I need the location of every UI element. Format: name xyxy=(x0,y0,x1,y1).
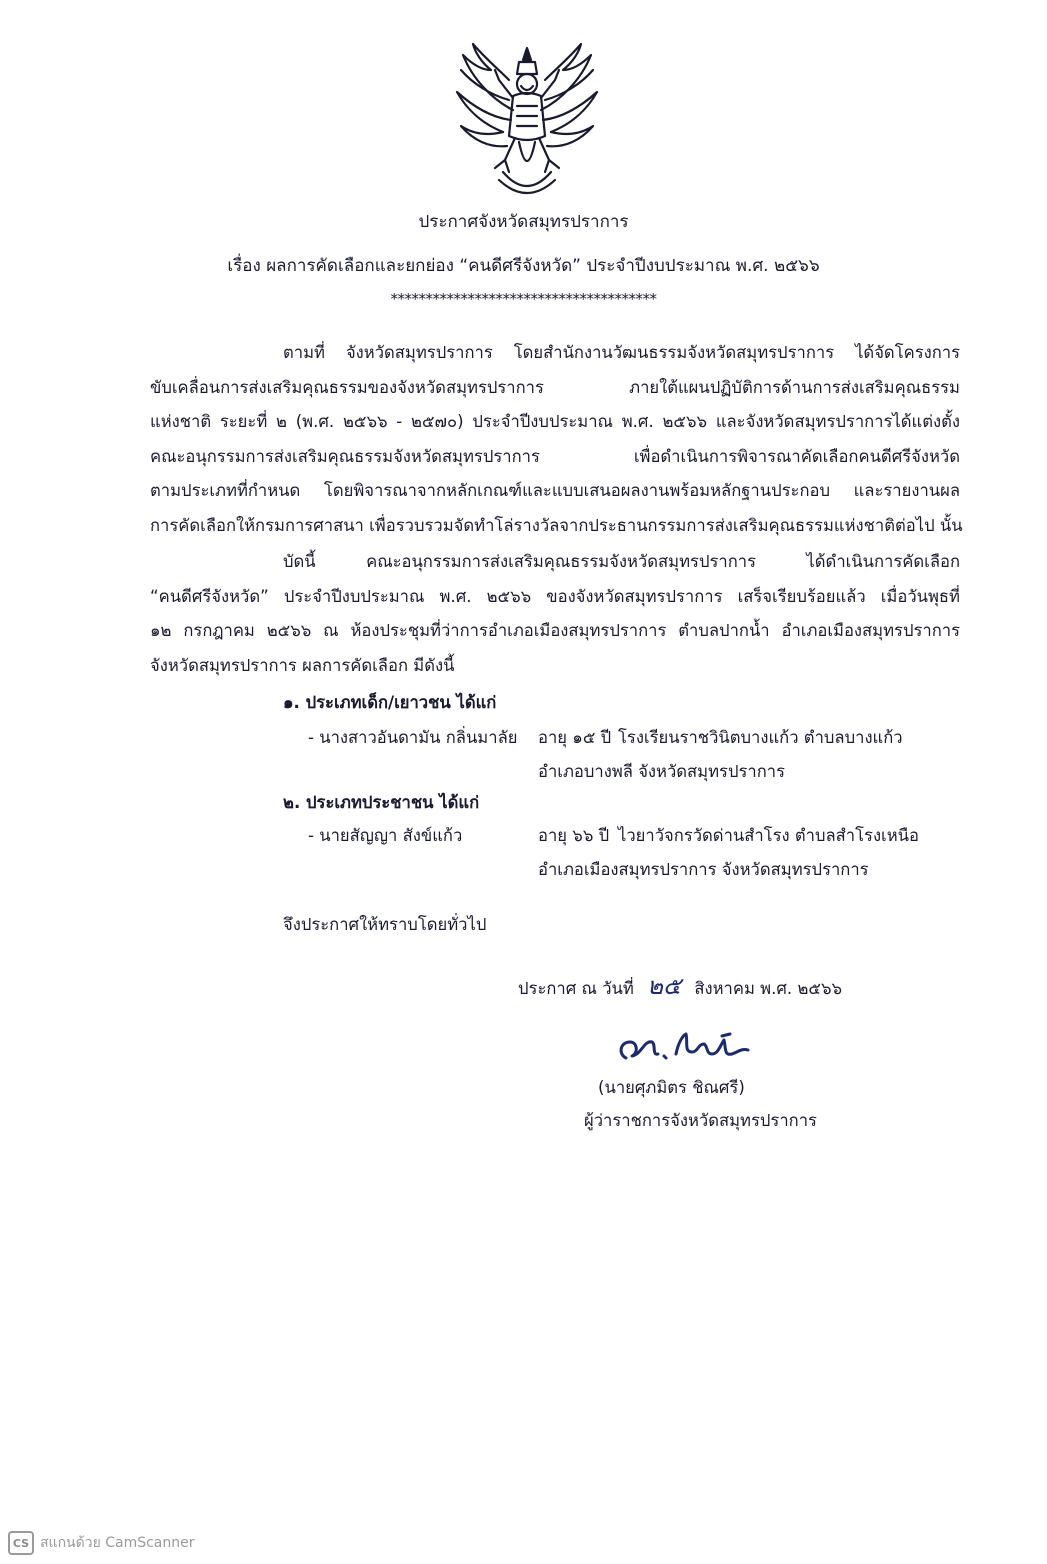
signer-title: ผู้ว่าราชการจังหวัดสมุทรปราการ xyxy=(584,1111,817,1130)
winner-address: อำเภอเมืองสมุทรปราการ จังหวัดสมุทรปราการ xyxy=(538,860,869,879)
paragraph-line: การคัดเลือกให้กรมการศาสนา เพื่อรวบรวมจัดทำโล่รางวัลจากประธานกรรมการส่งเสริมคุณธรรมแห่งชาติต่อไป นั้น xyxy=(150,515,963,535)
winner-name: - นายสัญญา สังข์แก้ว xyxy=(308,826,463,845)
paragraph-line: บัดนี้ คณะอนุกรรมการส่งเสริมคุณธรรมจังหวัดสมุทรปราการ ได้ดำเนินการคัดเลือก xyxy=(283,552,960,571)
separator-line: ************************************** xyxy=(390,290,657,308)
signer-name: (นายศุภมิตร ชิณศรี) xyxy=(598,1078,745,1097)
camscanner-watermark xyxy=(8,1530,195,1556)
announcement-date xyxy=(518,966,842,1005)
paragraph-line: ตามที่ จังหวัดสมุทรปราการ โดยสำนักงานวัฒนธรรมจังหวัดสมุทรปราการ ได้จัดโครงการ xyxy=(283,343,960,362)
winner-age: อายุ ๑๕ ปี xyxy=(538,728,612,747)
category-heading-public: ๒. ประเภทประชาชน ได้แก่ xyxy=(283,793,480,812)
winner-name: - นางสาวอันดามัน กลิ่นมาลัย xyxy=(308,728,518,747)
paragraph-line: คณะอนุกรรมการส่งเสริมคุณธรรมจังหวัดสมุทรปราการ เพื่อดำเนินการพิจารณาคัดเลือกคนดีศรีจังหวัด xyxy=(150,446,960,466)
announcement-title: ประกาศจังหวัดสมุทรปราการ xyxy=(418,212,629,232)
category-heading-youth: ๑. ประเภทเด็ก/เยาวชน ได้แก่ xyxy=(283,693,497,712)
garuda-emblem-icon xyxy=(443,40,611,208)
body-paragraph-1 xyxy=(150,336,963,543)
handwritten-signature-icon xyxy=(612,1024,762,1068)
camscanner-logo-icon: CS xyxy=(8,1531,34,1555)
winner-address: อำเภอบางพลี จังหวัดสมุทรปราการ xyxy=(538,762,786,781)
winner-affiliation: โรงเรียนราชวินิตบางแก้ว ตำบลบางแก้ว xyxy=(618,728,903,747)
announcement-subject: เรื่อง ผลการคัดเลือกและยกย่อง “คนดีศรีจังหวัด” ประจำปีงบประมาณ พ.ศ. ๒๕๖๖ xyxy=(227,256,820,276)
date-suffix: สิงหาคม พ.ศ. ๒๕๖๖ xyxy=(694,979,843,998)
winner-age: อายุ ๖๖ ปี xyxy=(538,826,610,845)
paragraph-line: ขับเคลื่อนการส่งเสริมคุณธรรมของจังหวัดสมุทรปราการ ภายใต้แผนปฏิบัติการด้านการส่งเสริมคุณธรรม xyxy=(150,377,960,397)
winner-affiliation: ไวยาวัจกรวัดด่านสำโรง ตำบลสำโรงเหนือ xyxy=(618,826,919,845)
date-prefix: ประกาศ ณ วันที่ xyxy=(518,979,634,998)
watermark-text: สแกนด้วย CamScanner xyxy=(40,1535,195,1551)
paragraph-line: ตามประเภทที่กำหนด โดยพิจารณาจากหลักเกณฑ์และแบบเสนอผลงานพร้อมหลักฐานประกอบ และรายงานผล xyxy=(150,481,960,500)
paragraph-line: ๑๒ กรกฎาคม ๒๕๖๖ ณ ห้องประชุมที่ว่าการอำเภอเมืองสมุทรปราการ ตำบลปากน้ำ อำเภอเมืองสมุทรปราการ xyxy=(150,621,960,640)
paragraph-line: จังหวัดสมุทรปราการ ผลการคัดเลือก มีดังนี้ xyxy=(150,655,455,675)
paragraph-line: แห่งชาติ ระยะที่ ๒ (พ.ศ. ๒๕๖๖ - ๒๕๗๐) ประจำปีงบประมาณ พ.ศ. ๒๕๖๖ และจังหวัดสมุทรปราการได้แต่งตั้ง xyxy=(150,412,960,431)
date-day-handwritten: ๒๕ xyxy=(647,972,682,1000)
body-paragraph-2 xyxy=(150,545,960,683)
closing-statement: จึงประกาศให้ทราบโดยทั่วไป xyxy=(283,915,487,934)
paragraph-line: “คนดีศรีจังหวัด” ประจำปีงบประมาณ พ.ศ. ๒๕๖๖ ของจังหวัดสมุทรปราการ เสร็จเรียบร้อยแล้ว เมื่อวันพุธที่ xyxy=(150,586,960,606)
